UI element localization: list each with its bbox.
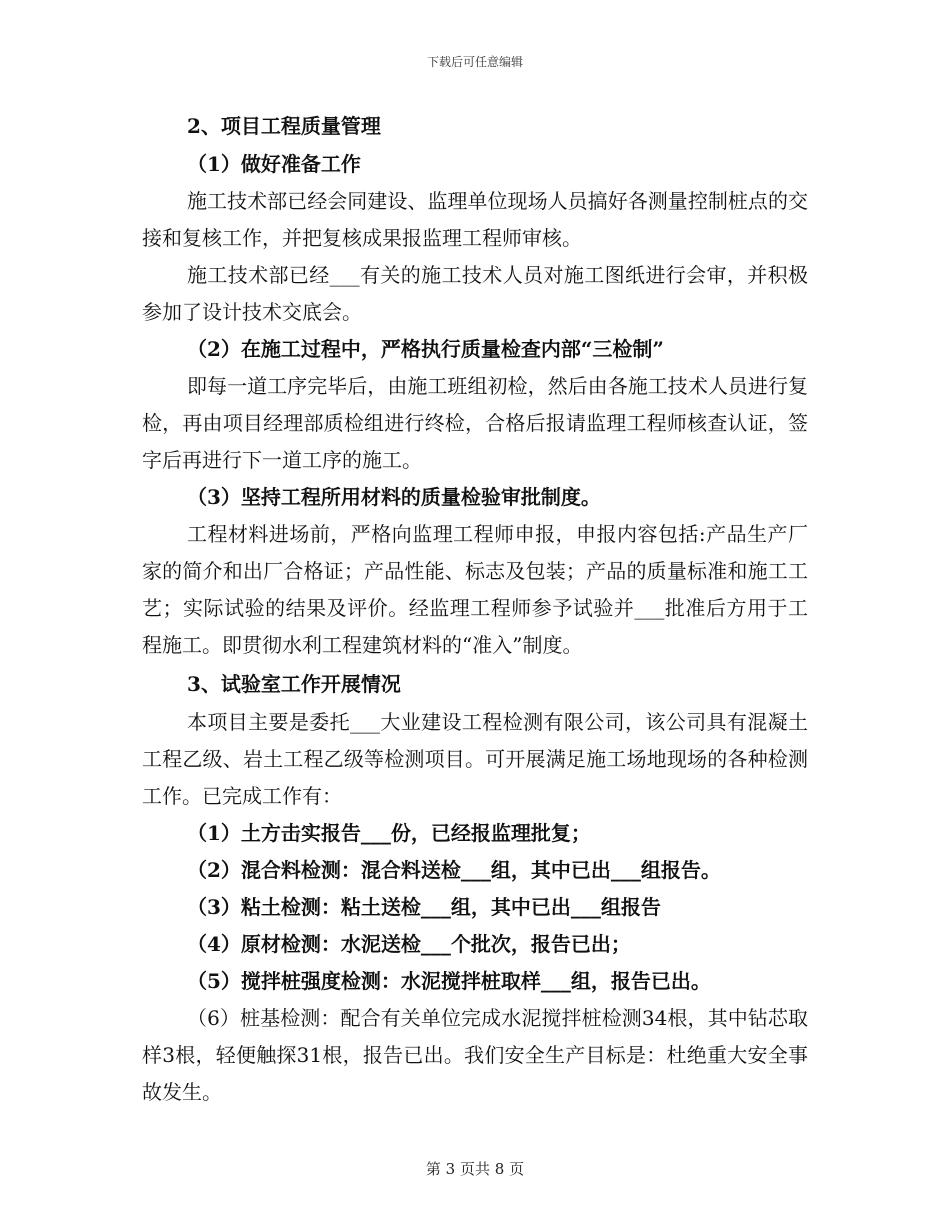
section-heading-quality: 2、项目工程质量管理 [187, 114, 381, 138]
page-header: 下载后可任意编辑 [426, 55, 523, 69]
page-footer: 第 3 页共 8 页 [425, 1160, 525, 1178]
paragraph-material-entry: 工程材料进场前，严格向监理工程师申报，申报内容包括:产品生产厂家的简介和出厂合格证；产品性能、标志及包装；产品的质量标准和施工工艺；实际试验的结果及评价。经监理工程师参予试验并___批准后方用于工程施工。即贯彻水利工程建筑材料的“准入”制度。 [142, 522, 808, 657]
section-heading-lab: 3、试验室工作开展情况 [187, 672, 401, 696]
subheading-material-approval: （3）坚持工程所用材料的质量检验审批制度。 [187, 485, 601, 509]
subheading-preparation: （1）做好准备工作 [187, 152, 361, 176]
paragraph-inspection-process: 即每一道工序完毕后，由施工班组初检，然后由各施工技术人员进行复检，再由项目经理部质检组进行终检，合格后报请监理工程师核查认证，签字后再进行下一道工序的施工。 [142, 374, 808, 472]
list-item-mixture: （2）混合料检测：混合料送检___组，其中已出___组报告。 [187, 858, 721, 882]
paragraph-drawing-review: 施工技术部已经___有关的施工技术人员对施工图纸进行会审，并积极参加了设计技术交底会。 [142, 263, 808, 324]
list-item-pile-strength: （5）搅拌桩强度检测：水泥搅拌桩取样___组，报告已出。 [187, 969, 711, 993]
list-item-compaction: （1）土方击实报告___份，已经报监理批复； [187, 821, 591, 845]
list-item-clay: （3）粘土检测：粘土送检___组，其中已出___组报告 [187, 895, 661, 919]
paragraph-lab-intro: 本项目主要是委托___大业建设工程检测有限公司，该公司具有混凝土工程乙级、岩土工程乙级等检测项目。可开展满足施工场地现场的各种检测工作。已完成工作有： [142, 710, 808, 808]
list-item-pile-foundation: （6）桩基检测：配合有关单位完成水泥搅拌桩检测34根，其中钻芯取样3根，轻便触探31根，报告已出。我们安全生产目标是：杜绝重大安全事故发生。 [142, 1006, 808, 1104]
subheading-three-checks: （2）在施工过程中，严格执行质量检查内部“三检制” [187, 337, 664, 361]
document-body [142, 106, 808, 1111]
paragraph-survey-handover: 施工技术部已经会同建设、监理单位现场人员搞好各测量控制桩点的交接和复核工作，并把复核成果报监理工程师审核。 [142, 189, 808, 250]
list-item-raw-material: （4）原材检测：水泥送检___个批次，报告已出； [187, 932, 631, 956]
